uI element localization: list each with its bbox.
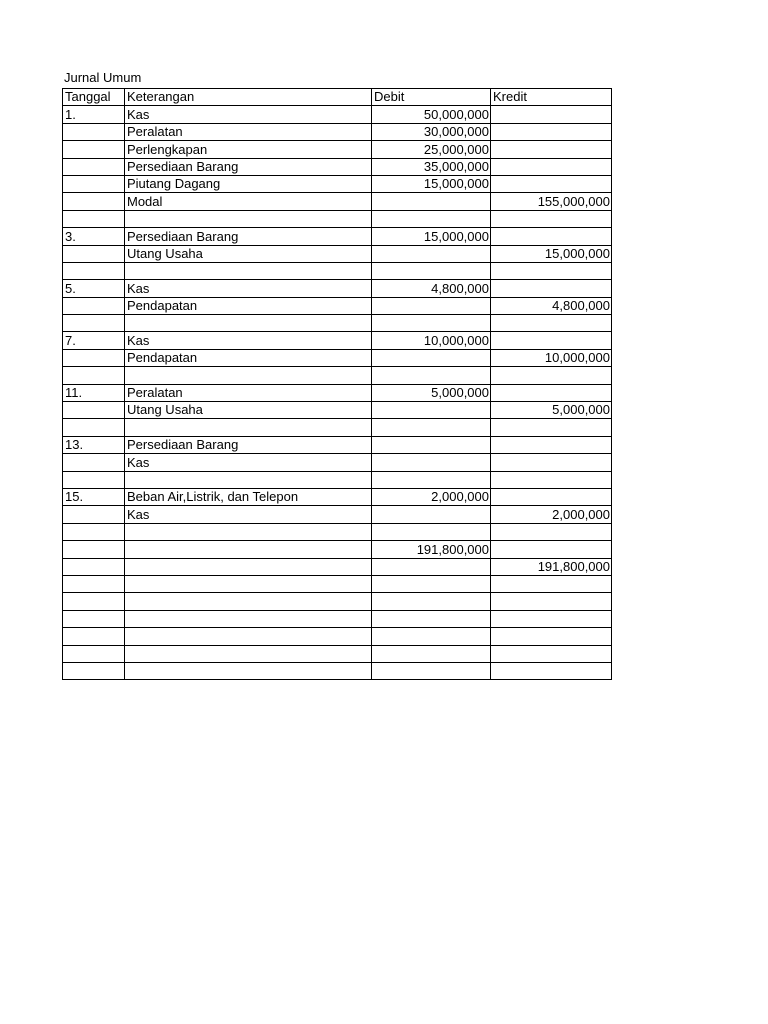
cell-date[interactable] [63,662,125,679]
table-row [63,106,612,123]
cell-debit[interactable] [372,419,491,436]
cell-credit[interactable]: 10,000,000 [491,349,612,366]
cell-credit[interactable] [491,228,612,245]
cell-debit[interactable] [372,367,491,384]
cell-debit[interactable] [372,471,491,488]
cell-credit[interactable]: 2,000,000 [491,506,612,523]
cell-description[interactable] [125,628,372,645]
cell-credit[interactable]: 191,800,000 [491,558,612,575]
cell-debit[interactable]: 30,000,000 [372,123,491,140]
cell-description[interactable]: Kas [125,454,372,471]
table-row [63,158,612,175]
cell-debit[interactable]: 2,000,000 [372,488,491,505]
cell-credit[interactable] [491,123,612,140]
cell-description[interactable] [125,575,372,592]
table-row [63,454,612,471]
table-row [63,402,612,419]
cell-debit[interactable]: 4,800,000 [372,280,491,297]
table-row [63,558,612,575]
table-row [63,245,612,262]
cell-date[interactable]: 1. [63,106,125,123]
cell-credit[interactable] [491,541,612,558]
header-debit[interactable]: Debit [372,89,491,106]
table-row [63,662,612,679]
cell-debit[interactable]: 25,000,000 [372,141,491,158]
cell-date[interactable] [63,541,125,558]
cell-date[interactable] [63,141,125,158]
cell-description[interactable]: Kas [125,332,372,349]
cell-description[interactable] [125,523,372,540]
cell-credit[interactable] [491,367,612,384]
cell-debit[interactable] [372,262,491,279]
cell-description[interactable] [125,315,372,332]
table-row [63,523,612,540]
cell-date[interactable] [63,193,125,210]
cell-date[interactable] [63,471,125,488]
table-row [63,210,612,227]
cell-date[interactable] [63,349,125,366]
journal-body [63,106,612,680]
table-row [63,332,612,349]
cell-credit[interactable] [491,175,612,192]
cell-debit[interactable] [372,558,491,575]
cell-description[interactable]: Persediaan Barang [125,228,372,245]
cell-credit[interactable]: 5,000,000 [491,402,612,419]
table-row [63,175,612,192]
cell-date[interactable]: 13. [63,436,125,453]
cell-date[interactable] [63,506,125,523]
cell-date[interactable] [63,628,125,645]
table-row [63,367,612,384]
cell-debit[interactable] [372,506,491,523]
cell-date[interactable] [63,245,125,262]
cell-date[interactable]: 3. [63,228,125,245]
cell-debit[interactable] [372,193,491,210]
cell-debit[interactable] [372,610,491,627]
cell-debit[interactable] [372,454,491,471]
table-row [63,645,612,662]
table-row [63,506,612,523]
cell-date[interactable] [63,210,125,227]
cell-debit[interactable] [372,575,491,592]
cell-credit[interactable] [491,523,612,540]
cell-description[interactable]: Utang Usaha [125,245,372,262]
cell-description[interactable] [125,645,372,662]
cell-credit[interactable]: 155,000,000 [491,193,612,210]
table-row [63,384,612,401]
cell-description[interactable] [125,662,372,679]
table-row [63,297,612,314]
cell-credit[interactable] [491,436,612,453]
cell-description[interactable]: Pendapatan [125,297,372,314]
cell-credit[interactable] [491,454,612,471]
table-row [63,141,612,158]
cell-debit[interactable]: 15,000,000 [372,175,491,192]
cell-description[interactable] [125,367,372,384]
cell-credit[interactable] [491,593,612,610]
table-row [63,123,612,140]
table-row [63,193,612,210]
cell-description[interactable] [125,262,372,279]
cell-debit[interactable]: 50,000,000 [372,106,491,123]
cell-debit[interactable]: 10,000,000 [372,332,491,349]
cell-debit[interactable] [372,245,491,262]
cell-description[interactable]: Piutang Dagang [125,175,372,192]
cell-credit[interactable] [491,419,612,436]
cell-debit[interactable] [372,523,491,540]
cell-debit[interactable] [372,436,491,453]
header-description[interactable]: Keterangan [125,89,372,106]
cell-date[interactable] [63,523,125,540]
cell-debit[interactable] [372,315,491,332]
cell-description[interactable] [125,419,372,436]
cell-debit[interactable] [372,628,491,645]
cell-credit[interactable] [491,645,612,662]
table-row [63,593,612,610]
header-credit[interactable]: Kredit [491,89,612,106]
cell-credit[interactable] [491,662,612,679]
cell-debit[interactable]: 35,000,000 [372,158,491,175]
cell-date[interactable]: 15. [63,488,125,505]
table-row [63,280,612,297]
cell-description[interactable]: Kas [125,106,372,123]
cell-credit[interactable] [491,315,612,332]
cell-credit[interactable] [491,210,612,227]
cell-credit[interactable]: 15,000,000 [491,245,612,262]
cell-date[interactable]: 11. [63,384,125,401]
cell-debit[interactable] [372,645,491,662]
cell-debit[interactable]: 15,000,000 [372,228,491,245]
cell-date[interactable] [63,297,125,314]
table-row [63,262,612,279]
cell-debit[interactable] [372,297,491,314]
table-row [63,315,612,332]
cell-debit[interactable] [372,210,491,227]
cell-description[interactable]: Perlengkapan [125,141,372,158]
cell-description[interactable]: Beban Air,Listrik, dan Telepon [125,488,372,505]
cell-date[interactable] [63,575,125,592]
cell-credit[interactable] [491,471,612,488]
cell-description[interactable] [125,558,372,575]
cell-description[interactable]: Kas [125,280,372,297]
table-row [63,610,612,627]
table-row [63,349,612,366]
cell-credit[interactable] [491,106,612,123]
cell-date[interactable]: 7. [63,332,125,349]
cell-debit[interactable]: 5,000,000 [372,384,491,401]
cell-description[interactable] [125,593,372,610]
cell-date[interactable] [63,123,125,140]
cell-date[interactable] [63,610,125,627]
cell-date[interactable]: 5. [63,280,125,297]
table-row [63,628,612,645]
cell-date[interactable] [63,158,125,175]
header-row [63,89,612,106]
cell-credit[interactable] [491,488,612,505]
cell-credit[interactable] [491,384,612,401]
cell-description[interactable]: Kas [125,506,372,523]
cell-credit[interactable] [491,262,612,279]
cell-debit[interactable] [372,402,491,419]
journal-table [62,88,612,680]
table-row [63,575,612,592]
cell-description[interactable]: Pendapatan [125,349,372,366]
cell-description[interactable]: Persediaan Barang [125,436,372,453]
cell-credit[interactable] [491,280,612,297]
cell-date[interactable] [63,315,125,332]
table-row [63,488,612,505]
cell-description[interactable]: Modal [125,193,372,210]
cell-date[interactable] [63,419,125,436]
cell-description[interactable]: Utang Usaha [125,402,372,419]
cell-date[interactable] [63,454,125,471]
cell-credit[interactable] [491,610,612,627]
cell-credit[interactable] [491,575,612,592]
cell-date[interactable] [63,367,125,384]
cell-credit[interactable] [491,141,612,158]
cell-date[interactable] [63,175,125,192]
table-row [63,471,612,488]
cell-credit[interactable] [491,628,612,645]
cell-debit[interactable] [372,662,491,679]
cell-debit[interactable] [372,593,491,610]
cell-credit[interactable]: 4,800,000 [491,297,612,314]
cell-debit[interactable] [372,349,491,366]
cell-debit[interactable]: 191,800,000 [372,541,491,558]
cell-credit[interactable] [491,332,612,349]
cell-date[interactable] [63,593,125,610]
journal-title: Jurnal Umum [64,70,142,85]
cell-credit[interactable] [491,158,612,175]
cell-date[interactable] [63,558,125,575]
cell-description[interactable]: Peralatan [125,384,372,401]
table-row [63,541,612,558]
cell-date[interactable] [63,645,125,662]
table-row [63,419,612,436]
cell-description[interactable]: Persediaan Barang [125,158,372,175]
cell-date[interactable] [63,402,125,419]
cell-description[interactable] [125,610,372,627]
cell-description[interactable] [125,210,372,227]
table-row [63,228,612,245]
table-row [63,436,612,453]
cell-description[interactable] [125,471,372,488]
cell-description[interactable] [125,541,372,558]
header-date[interactable]: Tanggal [63,89,125,106]
cell-date[interactable] [63,262,125,279]
cell-description[interactable]: Peralatan [125,123,372,140]
